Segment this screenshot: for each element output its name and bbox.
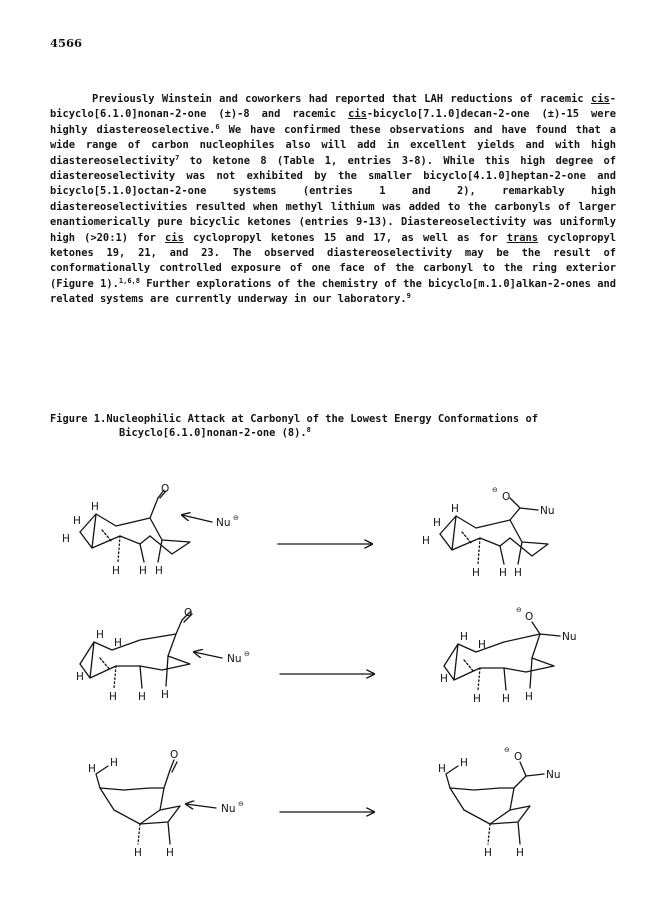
hydrogen-label: H	[76, 671, 84, 683]
negative-charge-label: ⊖	[492, 486, 498, 494]
carbonyl-oxygen-label: O	[170, 749, 179, 761]
hydrogen-label: H	[525, 691, 533, 703]
hydrogen-label: H	[472, 567, 480, 579]
text-run: cyclopropyl ketones 19, 21, and 23. The observed diastereoselectivity may be the result of conformationally controlled exposure of one face of the carbonyl to the ring exterior (Figure 1).	[50, 231, 616, 290]
ketone-1-labels	[62, 483, 239, 577]
alkoxide-3-labels	[438, 746, 561, 859]
alkoxide-oxygen-label: O	[514, 751, 523, 763]
ketone-conformer-2	[80, 612, 192, 688]
text-run: Previously Winstein and coworkers had reported that LAH reductions of racemic	[92, 93, 591, 105]
citation-superscript: 9	[406, 292, 411, 301]
ketone-3-labels	[88, 749, 244, 859]
hydrogen-label: H	[451, 503, 459, 515]
hydrogen-label: H	[502, 693, 510, 705]
ketone-conformer-3	[96, 760, 180, 844]
figure-caption	[50, 412, 616, 440]
hydrogen-label: H	[478, 639, 486, 651]
figure-caption-line-2: Bicyclo[6.1.0]nonan-2-one (8).	[119, 427, 307, 439]
hydrogen-label: H	[166, 847, 174, 859]
figure-caption-reference: 8	[306, 426, 311, 434]
hydrogen-label: H	[438, 763, 446, 775]
hydrogen-label: H	[62, 533, 70, 545]
hydrogen-label: H	[499, 567, 507, 579]
hydrogen-label: H	[88, 763, 96, 775]
nucleophile-label: Nu	[540, 505, 555, 517]
alkoxide-oxygen-label: O	[525, 611, 534, 623]
hydrogen-label: H	[139, 565, 147, 577]
hydrogen-label: H	[473, 693, 481, 705]
hydrogen-label: H	[460, 631, 468, 643]
ketone-2-labels	[76, 607, 250, 703]
alkoxide-oxygen-label: O	[502, 491, 511, 503]
negative-charge-label: ⊖	[516, 606, 522, 614]
nucleophile-label: Nu	[546, 769, 561, 781]
underlined-term: cis	[348, 108, 367, 121]
text-run: We have confirmed these observations and have found that a wide range of carbon nucleophiles also will add in excellent yields and with high diastereoselectivity	[50, 123, 616, 167]
hydrogen-label: H	[155, 565, 163, 577]
text-run: to ketone 8 (Table 1, entries 3-8). While this high degree of diastereoselectivity was not exhibited by the smaller bicyclo[4.1.0]heptan-2-one and bicyclo[5.1.0]octan-2-one systems (entries 1 and 2), remarkably high diastereoselectivities resulted when methyl lithium was added to the carbonyls of larger enantiomerically pure bicyclic ketones (entries 9-13). Diastereoselectivity was uniformly high (>20:1) for	[50, 154, 616, 244]
underlined-term: cis	[590, 93, 610, 105]
negative-charge-label: ⊖	[504, 746, 510, 754]
nucleophile-label: Nu	[221, 803, 236, 815]
citation-superscript: 6	[215, 122, 220, 131]
hydrogen-label: H	[110, 757, 118, 769]
hydrogen-label: H	[114, 637, 122, 649]
underlined-term: cis	[165, 231, 184, 244]
nucleophile-label: Nu	[562, 631, 577, 643]
hydrogen-label: H	[440, 673, 448, 685]
citation-superscript: 7	[175, 153, 180, 162]
reaction-scheme-drawing	[40, 470, 640, 890]
hydrogen-label: H	[484, 847, 492, 859]
figure-caption-label: Figure 1.	[50, 413, 107, 425]
nucleophile-label: Nu	[216, 517, 231, 529]
nucleophile-attack-arrow-3	[186, 804, 216, 808]
page-number: 4566	[50, 36, 83, 50]
hydrogen-label: H	[73, 515, 81, 527]
negative-charge-label: ⊖	[238, 800, 244, 808]
hydrogen-label: H	[109, 691, 117, 703]
figure-caption-line-1: Nucleophilic Attack at Carbonyl of the Lowest Energy Conformations of	[106, 413, 538, 425]
hydrogen-label: H	[514, 567, 522, 579]
hydrogen-label: H	[433, 517, 441, 529]
text-run: -bicyclo[7.1.0]decan-2-one (±)-15 were highly diastereoselective.	[50, 108, 616, 136]
hydrogen-label: H	[422, 535, 430, 547]
hydrogen-label: H	[96, 629, 104, 641]
hydrogen-label: H	[161, 689, 169, 701]
negative-charge-label: ⊖	[244, 650, 250, 658]
hydrogen-label: H	[460, 757, 468, 769]
carbonyl-oxygen-label: O	[184, 607, 193, 619]
carbonyl-oxygen-label: O	[161, 483, 170, 495]
nucleophile-attack-arrow-2	[194, 652, 222, 658]
alkoxide-conformer-3	[446, 762, 544, 844]
hydrogen-label: H	[91, 501, 99, 513]
reaction-scheme	[40, 470, 640, 890]
nucleophile-attack-arrow-1	[182, 515, 212, 522]
citation-superscript: 1,6,8	[118, 276, 140, 285]
hydrogen-label: H	[138, 691, 146, 703]
negative-charge-label: ⊖	[233, 514, 239, 522]
text-run: Further explorations of the chemistry of the bicyclo[m.1.0]alkan-2-ones and related systems are currently underway in our laboratory.	[50, 277, 616, 306]
underlined-term: trans	[506, 231, 539, 244]
text-run: - bicyclo[6.1.0]nonan-2-one (±)-8 and racemic	[50, 93, 616, 121]
alkoxide-2-labels	[440, 606, 577, 705]
text-run: cyclopropyl ketones 15 and 17, as well as for	[183, 231, 507, 244]
body-paragraph	[50, 92, 616, 308]
nucleophile-label: Nu	[227, 653, 242, 665]
hydrogen-label: H	[516, 847, 524, 859]
hydrogen-label: H	[134, 847, 142, 859]
hydrogen-label: H	[112, 565, 120, 577]
